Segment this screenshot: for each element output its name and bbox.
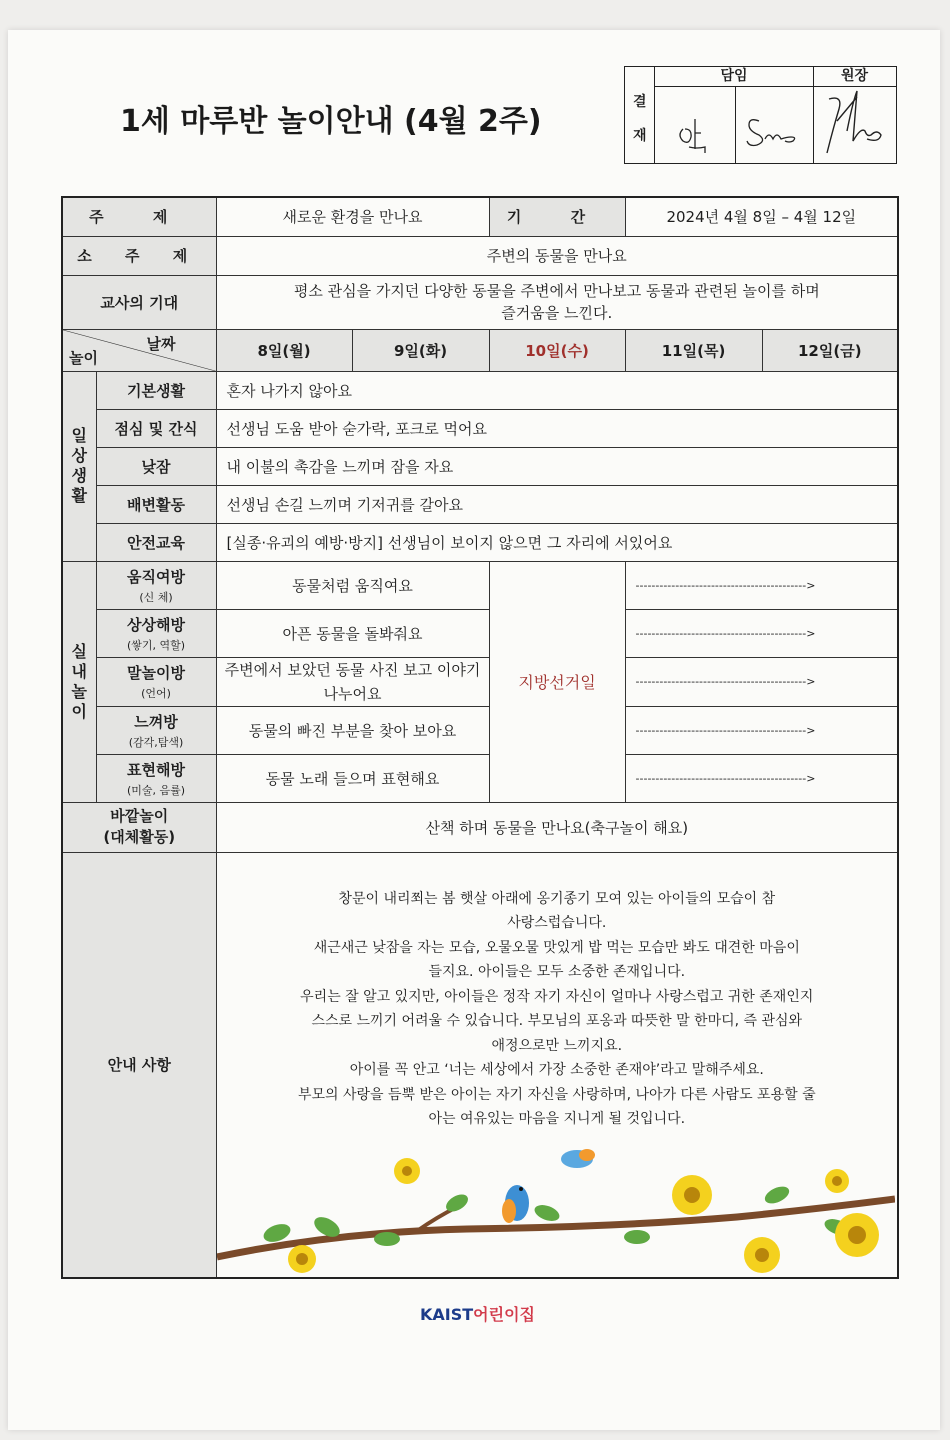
daily-row bbox=[62, 447, 898, 485]
indoor-label-sensory: 느껴방 (감각,탐색) bbox=[96, 706, 216, 754]
indoor-row bbox=[62, 561, 898, 609]
theme-value: 새로운 환경을 만나요 bbox=[216, 197, 489, 236]
period-value: 2024년 4월 8일 – 4월 12일 bbox=[625, 197, 898, 236]
indoor-group-label: 실 내 놀 이 bbox=[62, 561, 96, 802]
approval-box bbox=[624, 66, 897, 164]
notice-cell bbox=[216, 852, 898, 1278]
indoor-row bbox=[62, 657, 898, 706]
daily-row bbox=[62, 371, 898, 409]
continue-arrow: -------------------------------------------> bbox=[625, 561, 898, 609]
subtheme-row bbox=[62, 236, 898, 275]
approval-side-label: 결 재 bbox=[625, 67, 655, 163]
continue-arrow: -------------------------------------------> bbox=[625, 657, 898, 706]
daily-label-toilet: 배변활동 bbox=[96, 485, 216, 523]
branch-sunflower-illustration bbox=[217, 1147, 895, 1277]
day-wed: 10일(수) bbox=[489, 329, 625, 371]
approval-header-teacher: 담임 bbox=[655, 67, 813, 87]
day-fri: 12일(금) bbox=[762, 329, 898, 371]
play-schedule-table bbox=[61, 196, 899, 1279]
period-label: 기 간 bbox=[489, 197, 625, 236]
expectation-value: 평소 관심을 가지던 다양한 동물을 주변에서 만나보고 동물과 관련된 놀이를 하며 즐거움을 느낀다. bbox=[216, 275, 898, 329]
expectation-label: 교사의 기대 bbox=[62, 275, 216, 329]
approval-header-director: 원장 bbox=[813, 67, 896, 87]
continue-arrow: -------------------------------------------> bbox=[625, 754, 898, 802]
indoor-row bbox=[62, 706, 898, 754]
indoor-row bbox=[62, 754, 898, 802]
theme-row bbox=[62, 197, 898, 236]
indoor-label-movement: 움직여방 (신 체) bbox=[96, 561, 216, 609]
indoor-label-expression: 표현해방 (미술, 음률) bbox=[96, 754, 216, 802]
indoor-label-language: 말놀이방 (언어) bbox=[96, 657, 216, 706]
daily-label-meal: 점심 및 간식 bbox=[96, 409, 216, 447]
signature-teacher-2 bbox=[739, 89, 811, 163]
signature-teacher-1 bbox=[665, 89, 730, 163]
daily-value-safety: [실종·유괴의 예방·방지] 선생님이 보이지 않으면 그 자리에 서있어요 bbox=[216, 523, 898, 561]
notice-row bbox=[62, 852, 898, 1278]
day-thu: 11일(목) bbox=[625, 329, 762, 371]
date-label: 날짜 bbox=[146, 334, 176, 353]
indoor-value-expression: 동물 노래 들으며 표현해요 bbox=[216, 754, 489, 802]
continue-arrow: -------------------------------------------> bbox=[625, 706, 898, 754]
indoor-value-movement: 동물처럼 움직여요 bbox=[216, 561, 489, 609]
notice-label: 안내 사항 bbox=[62, 852, 216, 1278]
outdoor-label: 바깥놀이 (대체활동) bbox=[62, 802, 216, 852]
subtheme-label: 소 주 제 bbox=[62, 236, 216, 275]
theme-label: 주 제 bbox=[62, 197, 216, 236]
day-mon: 8일(월) bbox=[216, 329, 352, 371]
indoor-label-imagination: 상상해방 (쌓기, 역할) bbox=[96, 609, 216, 657]
daily-value-nap: 내 이불의 촉감을 느끼며 잠을 자요 bbox=[216, 447, 898, 485]
continue-arrow: -------------------------------------------> bbox=[625, 609, 898, 657]
daily-life-group-label: 일 상 생 활 bbox=[62, 371, 96, 561]
daily-label-nap: 낮잠 bbox=[96, 447, 216, 485]
daily-value-meal: 선생님 도움 받아 숟가락, 포크로 먹어요 bbox=[216, 409, 898, 447]
daily-label-safety: 안전교육 bbox=[96, 523, 216, 561]
indoor-value-imagination: 아픈 동물을 돌봐줘요 bbox=[216, 609, 489, 657]
daily-row bbox=[62, 485, 898, 523]
date-play-header bbox=[62, 329, 216, 371]
kaist-daycare-logo: KAIST어린이집 bbox=[420, 1305, 535, 1324]
play-label: 놀이 bbox=[69, 348, 98, 367]
signature-director bbox=[817, 81, 895, 163]
daily-row bbox=[62, 409, 898, 447]
outdoor-value: 산책 하며 동물을 만나요(축구놀이 해요) bbox=[216, 802, 898, 852]
indoor-value-sensory: 동물의 빠진 부분을 찾아 보아요 bbox=[216, 706, 489, 754]
daily-label-basic: 기본생활 bbox=[96, 371, 216, 409]
sunflower-icon bbox=[288, 1158, 879, 1273]
daily-row bbox=[62, 523, 898, 561]
indoor-row bbox=[62, 609, 898, 657]
days-header-row bbox=[62, 329, 898, 371]
indoor-value-language: 주변에서 보았던 동물 사진 보고 이야기 나누어요 bbox=[216, 657, 489, 706]
notice-text: 창문이 내리쬐는 봄 햇살 아래에 옹기종기 모여 있는 아이들의 모습이 참 사랑스럽습니다. 새근새근 낮잠을 자는 모습, 오물오물 맛있게 밥 먹는 모습만 봐도 대견한 마음이 들지요. 아이들은 모두 소중한 존재입니다. 우리는 잘 알고 있지만, 아이들은 정작 자기 자신이 얼마나 사랑스럽고 귀한 존재인지 스스로 느끼기 어려울 수 있습니다. 부모님의 포옹과 따뜻한 말 한마디, 즉 관심와 애정으로만 느끼지요. 아이를 꼭 안고 ‘너는 세상에서 가장 소중한 존재야’라고 말해주세요. 부모의 사랑을 듬뿍 받은 아이는 자기 자신을 사랑하며, 나아가 다른 사람도 포용할 줄 아는 여유있는 마음을 지니게 될 것입니다. bbox=[297, 890, 816, 1127]
outdoor-row bbox=[62, 802, 898, 852]
subtheme-value: 주변의 동물을 만나요 bbox=[216, 236, 898, 275]
holiday-cell: 지방선거일 bbox=[489, 561, 625, 802]
day-tue: 9일(화) bbox=[352, 329, 489, 371]
daily-value-toilet: 선생님 손길 느끼며 기저귀를 갈아요 bbox=[216, 485, 898, 523]
daily-value-basic: 혼자 나가지 않아요 bbox=[216, 371, 898, 409]
expectation-row bbox=[62, 275, 898, 329]
page-title: 1세 마루반 놀이안내 (4월 2주) bbox=[120, 104, 542, 139]
